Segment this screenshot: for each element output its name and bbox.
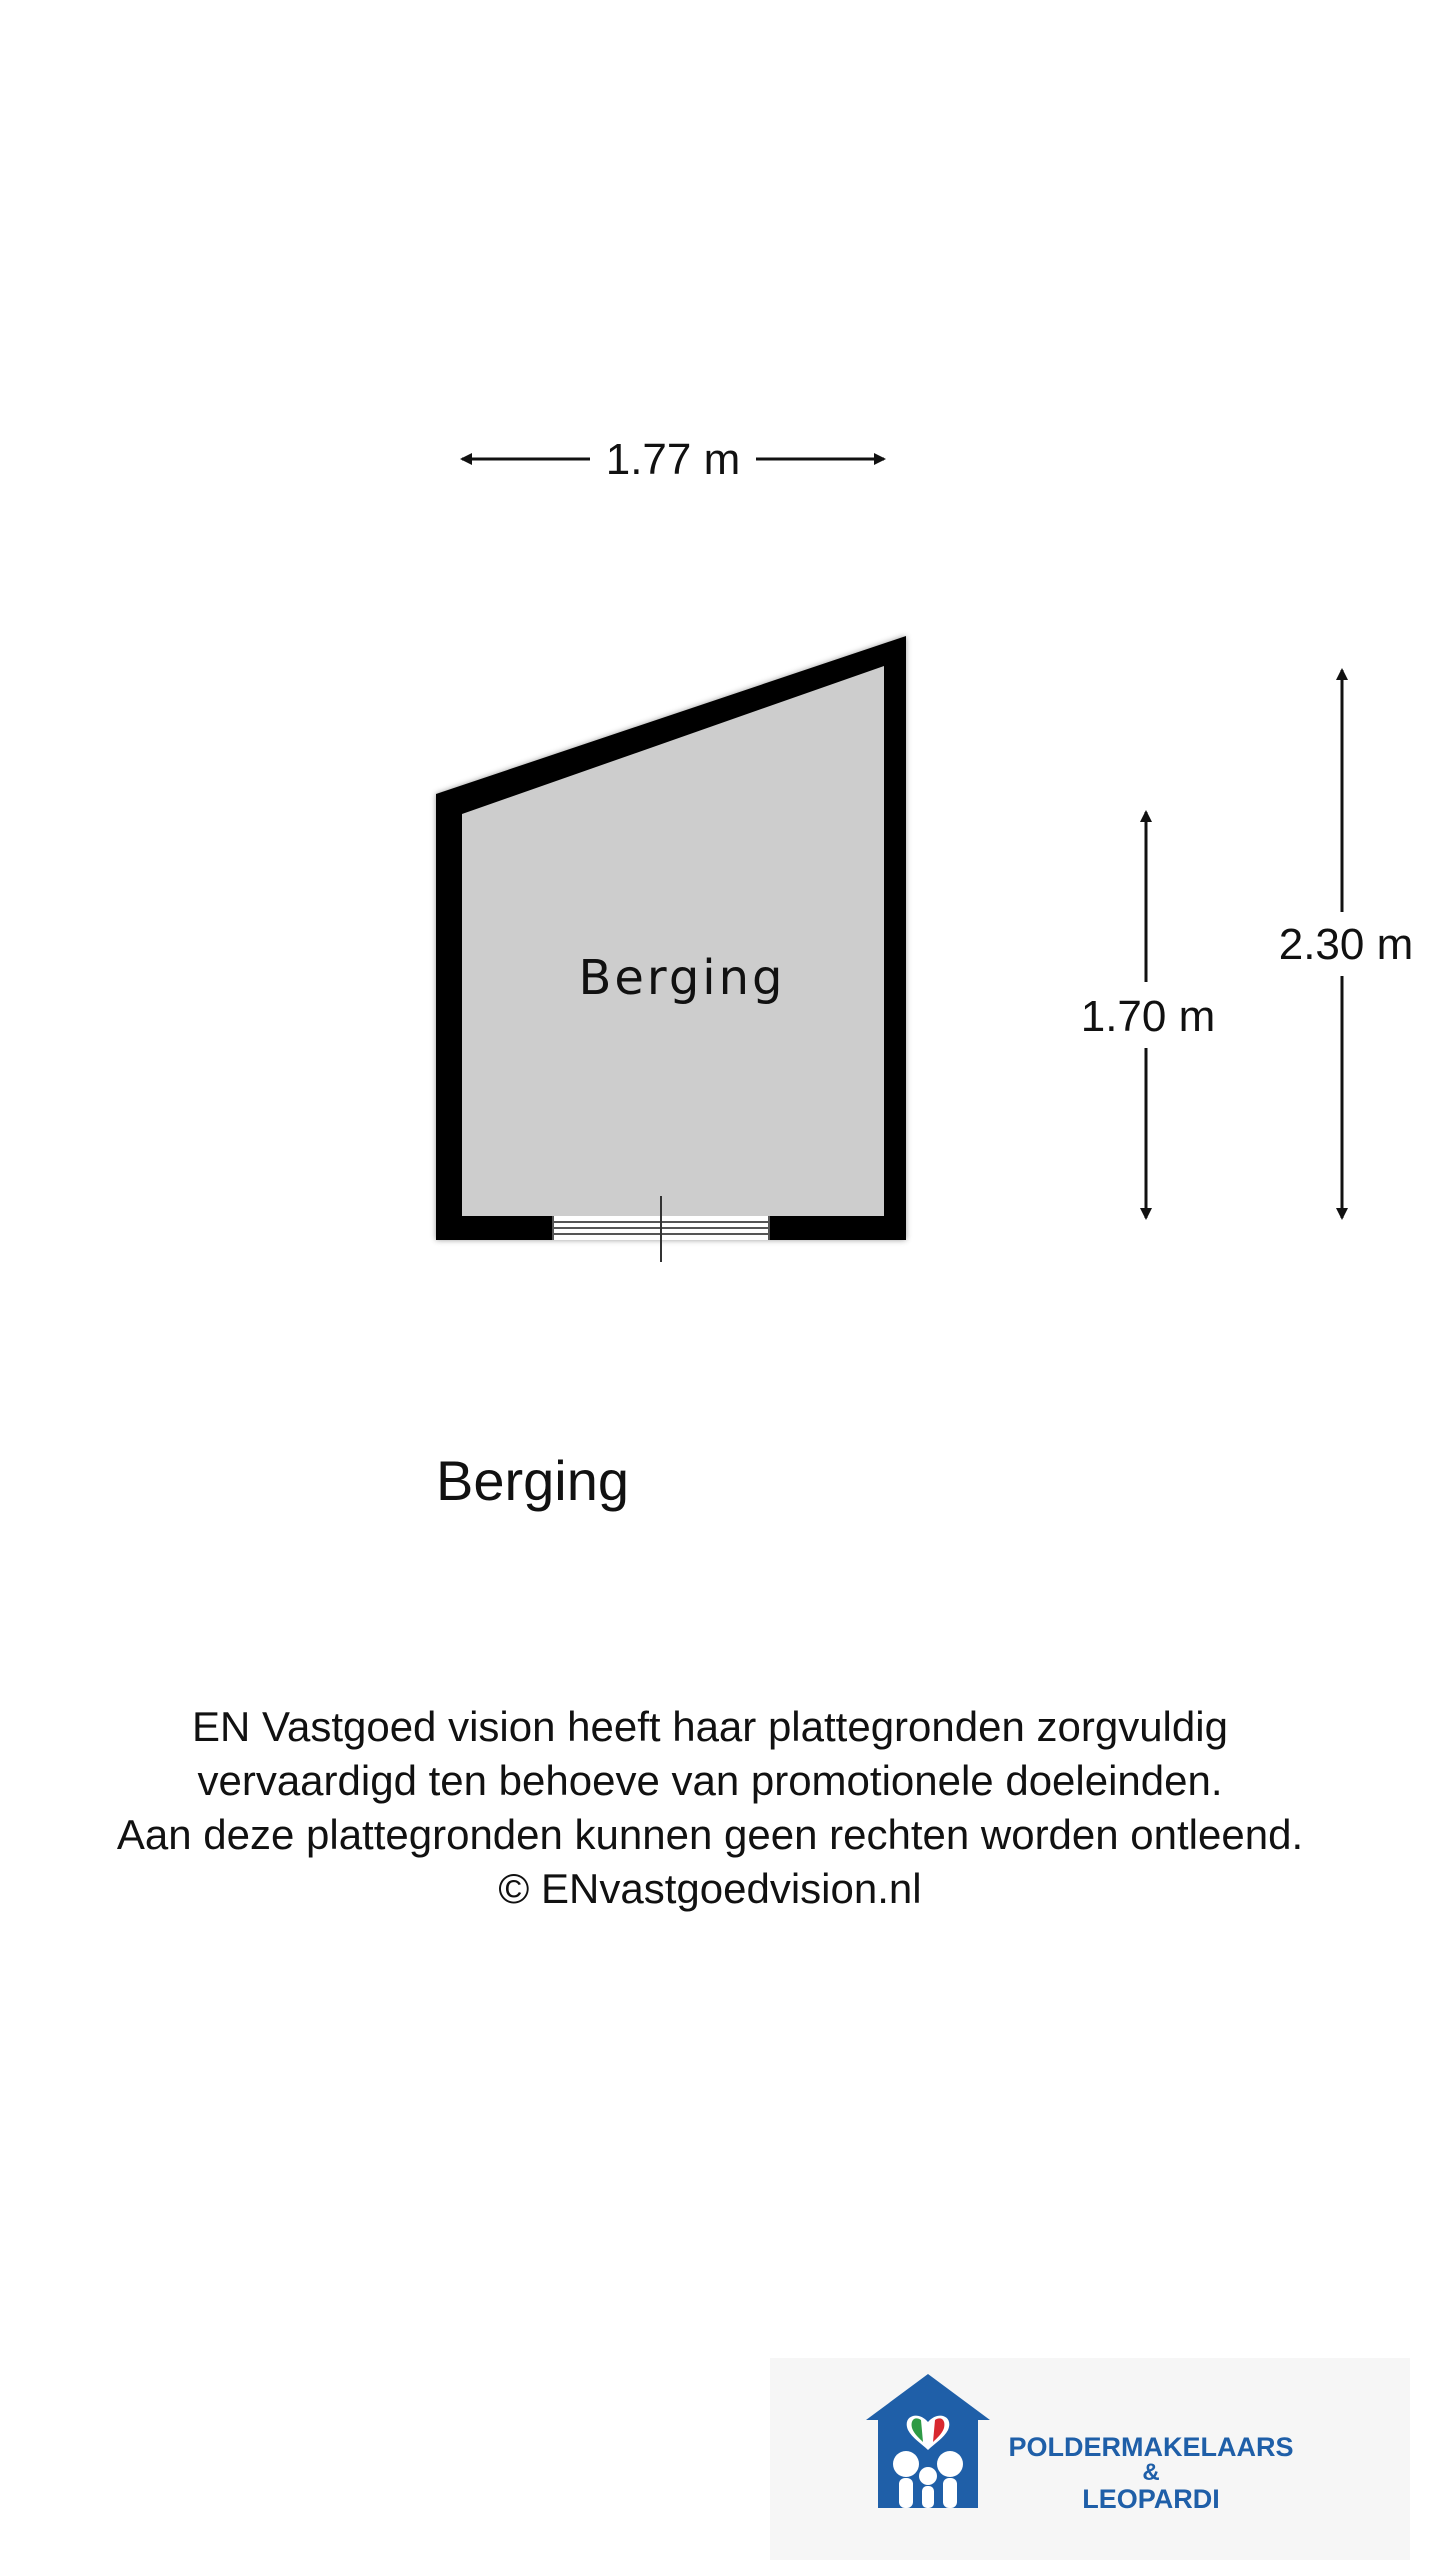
outer-height-dimension [1279, 670, 1414, 1218]
logo-ampersand: & [1142, 2459, 1160, 2486]
logo-line2: LEOPARDI [1082, 2484, 1220, 2514]
disclaimer-copyright: © ENvastgoedvision.nl [498, 1865, 922, 1912]
floor-area [462, 666, 884, 1216]
plan-title: Berging [436, 1449, 630, 1512]
inner-height-label: 1.70 m [1080, 992, 1216, 1041]
house-logo-icon [866, 2372, 990, 2512]
disclaimer-line: vervaardigd ten behoeve van promotionele doeleinden. [197, 1757, 1223, 1804]
inner-height-dimension [1081, 812, 1216, 1218]
disclaimer [0, 1700, 1420, 1916]
room-label: Berging [578, 950, 786, 1006]
logo-text [986, 2434, 1316, 2512]
room-berging [436, 636, 906, 1262]
logo [770, 2358, 1410, 2560]
logo-line1: POLDERMAKELAARS [1008, 2432, 1294, 2462]
width-dimension-label: 1.77 m [605, 435, 741, 484]
outer-height-label: 2.30 m [1278, 920, 1414, 969]
width-dimension [462, 435, 884, 484]
disclaimer-line: Aan deze plattegronden kunnen geen rechten worden ontleend. [116, 1811, 1304, 1858]
disclaimer-line: EN Vastgoed vision heeft haar plattegronden zorgvuldig [192, 1703, 1228, 1750]
